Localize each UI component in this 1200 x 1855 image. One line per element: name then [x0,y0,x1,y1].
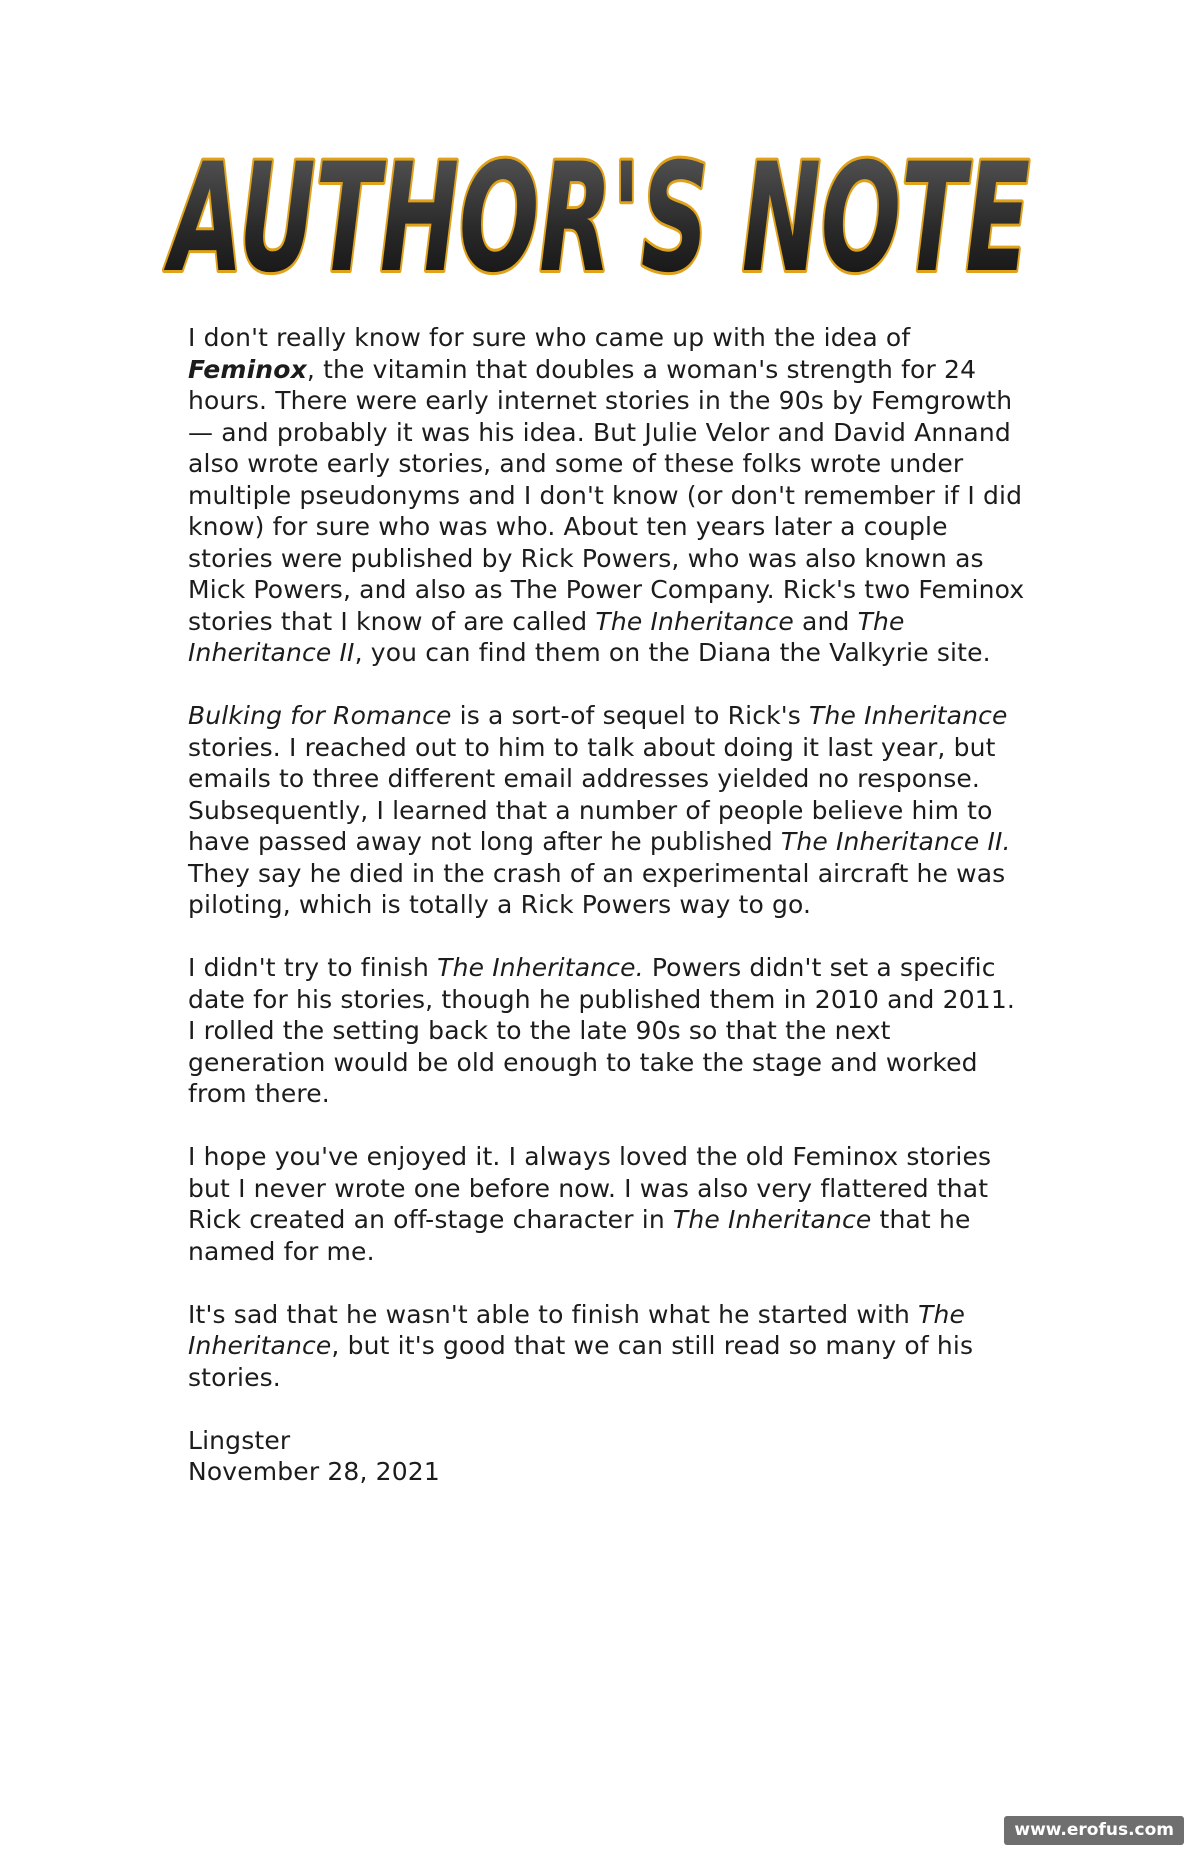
text-span: They say he died in the crash of an experimental aircraft he was piloting, which is totally a Rick Powers way to go. [188,858,1006,919]
story-title: The Inheritance II [188,606,905,667]
story-title: The Inheritance II. [780,827,1011,856]
text-span: and [793,606,858,636]
story-title: The Inheritance [188,1299,966,1360]
note-body [188,322,1028,1488]
paragraph-3 [188,952,1028,1110]
text-span: I didn't try to finish [188,953,438,982]
text-span: , you can find them on the Diana the Valkyrie site. [354,638,991,667]
title-banner [0,120,1200,300]
signature-name: Lingster [188,1425,291,1455]
paragraph-4 [188,1141,1028,1267]
story-title: The Inheritance [672,1205,872,1234]
title-graphic [150,120,1050,300]
story-title: The Inheritance [809,701,1008,730]
text-span: , but it's good that we can still read so many of his stories. [188,1331,974,1392]
site-watermark: www.erofus.com [1004,1816,1184,1845]
story-title: The Inheritance. [437,953,644,982]
paragraph-1 [188,322,1028,669]
story-title: The Inheritance [595,606,794,636]
text-span: I don't really know for sure who came up with the idea of [188,323,911,352]
text-span: It's sad that he wasn't able to finish what he started with [188,1299,919,1329]
page-title: AUTHOR'S NOTE [163,132,1030,300]
text-span: , the vitamin that doubles a woman's strength for 24 hours. There were early internet stories in the 90s by Femgrowth — and probably it was his idea. But Julie Velor and David Annand also wrote early stories, and some of these folks wrote under multiple pseudonyms and I don't know (or don't remember if I did know) for sure who was who. About ten years later a couple stories were published by Rick Powers, who was also known as Mick Powers, and also as The Power Company. Rick's two Feminox stories that I know of are called [188,354,1025,636]
product-name: Feminox [188,354,307,384]
text-span: stories. I reached out to him to talk about doing it last year, but emails to three different email addresses yielded no response. Subsequently, I learned that a number of people believe him to have passed away not long after he published [188,732,996,856]
story-title: Bulking for Romance [188,701,452,730]
signature-block [188,1425,1028,1488]
paragraph-5 [188,1299,1028,1394]
text-span: that he named for me. [188,1205,971,1266]
paragraph-2 [188,700,1028,921]
text-span: Powers didn't set a specific date for his stories, though he published them in 2010 and 2011. I rolled the setting back to the late 90s so that the next generation would be old enough to take the stage and worked from there. [188,953,1015,1108]
text-span: I hope you've enjoyed it. I always loved the old Feminox stories but I never wrote one before now. I was also very flattered that Rick created an off-stage character in [188,1142,992,1234]
signature-date: November 28, 2021 [188,1457,440,1486]
text-span: is a sort-of sequel to Rick's [451,701,810,730]
